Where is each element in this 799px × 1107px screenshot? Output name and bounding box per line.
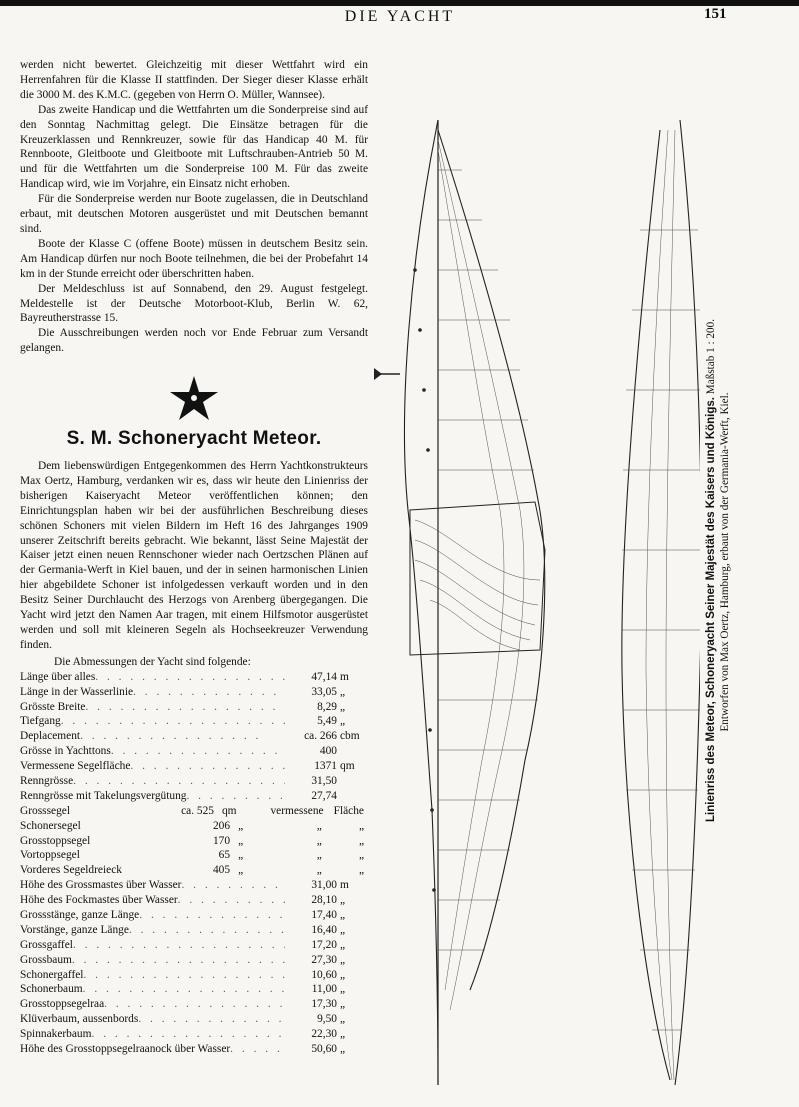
list-item: Länge über alles . . . 47,14 m <box>20 670 368 685</box>
portholes <box>413 268 436 892</box>
hull-outline-right <box>438 130 545 990</box>
caption-credit: Entworfen von Max Oertz, Hamburg, erbaut von der Germania-Werft, Kiel. <box>719 392 731 732</box>
caption-scale: Maßstab 1 : 200. <box>705 319 717 395</box>
paragraph: Die Ausschreibungen werden noch vor Ende Februar zum Versandt gelangen. <box>20 327 368 355</box>
station-lines <box>438 170 700 1030</box>
paragraph: Boote der Klasse C (offene Boote) müssen in deutschem Besitz sein. Am Handicap dürfen nur noch Boote teilnehmen, die bei der Probefahrt 14 km in der Stunde erreicht oder überschritten haben. <box>20 237 368 280</box>
running-header: DIE YACHT <box>344 8 456 25</box>
list-item: Tiefgang . . . 5,49 „ <box>20 714 368 729</box>
list-item: Grossbaum . . . 27,30 „ <box>20 953 368 968</box>
list-item: Vermessene Segelfläche . . . 1371 qm <box>20 759 368 774</box>
list-item: Spinnakerbaum . . . 22,30 „ <box>20 1027 368 1042</box>
list-item: Vortoppsegel 65 „ „ „ <box>20 849 364 862</box>
list-item: Grossgaffel . . . 17,20 „ <box>20 938 368 953</box>
page-number: 151 <box>704 6 727 22</box>
dimensions-list-b <box>20 878 368 1057</box>
text-column <box>20 58 368 1057</box>
list-item: Renngrösse . . . 31,50 <box>20 774 368 789</box>
list-item: Vorderes Segeldreieck 405 „ „ „ <box>20 864 364 877</box>
paragraph: Der Meldeschluss ist auf Sonnabend, den 29. August festgelegt. Meldestelle ist der Deutsche Motorboot-Klub, Berlin W. 62, Bayreutherstrasse 15. <box>20 282 368 325</box>
paragraph: Für die Sonderpreise werden nur Boote zugelassen, die in Deutschland erbaut, mit deutschen Motoren ausgerüstet und mit Deutschen bemannt sind. <box>20 193 368 235</box>
list-item: Grösse in Yachttons . . . 400 <box>20 744 368 759</box>
list-item: Schonergaffel . . . 10,60 „ <box>20 968 368 983</box>
half-breadth-left <box>622 130 670 1080</box>
list-item: Höhe des Fockmastes über Wasser . . . 28,10 „ <box>20 893 368 908</box>
dimensions-list-a <box>20 670 368 804</box>
list-item: Grösste Breite . . . 8,29 „ <box>20 700 368 715</box>
paragraph: werden nicht bewertet. Gleichzeitig mit dieser Wettfahrt wird ein Herrenfahren für die Klasse II stattfinden. Der Sieger dieser Klasse erhält die 3000 M. des K.M.C. (gegeben von Herrn O. Müller, Wannsee). <box>20 59 368 101</box>
list-item: Grossstänge, ganze Länge . . . 17,40 „ <box>20 908 368 923</box>
list-item: Grosstoppsegel 170 „ „ „ <box>20 834 364 847</box>
list-item: Grosstoppsegelraa . . . 17,30 „ <box>20 997 368 1012</box>
list-item: Renngrösse mit Takelungsvergütung . . . 27,74 <box>20 789 368 804</box>
hull-lines-drawing <box>370 110 700 1095</box>
list-item: Höhe des Grossmastes über Wasser . . . 31,00 m <box>20 878 368 893</box>
star-ornament-icon <box>168 374 220 422</box>
caption-title: Linienriss des Meteor, Schoneryacht Seiner Majestät des Kaisers und Königs. <box>705 397 717 822</box>
list-item: Klüverbaum, aussenbords . . . 9,50 „ <box>20 1012 368 1027</box>
article-paragraph: Dem liebenswürdigen Entgegenkommen des Herrn Yachtkonstrukteurs Max Oertz, Hamburg, verdanken wir es, dass wir heute den Linienriss der bisherigen Kaiseryacht Meteor veröffentlichen können; den Einrichtungsplan haben wir bei der ausführlichen Beschreibung dieses schönen Schoners mit vielen Bildern im Heft 16 des Jahrganges 1909 unserer Zeitschrift bereits gebracht. Wie bekannt, lässt Seine Majestät der Kaiser jetzt einen neuen Rennschoner wieder nach Oertzschen Plänen auf der Germania-Werft in Kiel bauen, und der in seinen harmonischen Linien hier abgebildete Schoner ist infolgedessen verkauft worden und in den Besitz Seiner Durchlaucht des Herzogs von Arenberg übergegangen. Die Yacht wird jetzt den Namen Aar tragen, mit einem Hilfsmotor ausgerüstet werden und soll mit kleineren Segeln als Hochseekreuzer Verwendung finden. <box>20 460 368 651</box>
figure-caption <box>704 302 780 822</box>
waterlines <box>438 130 675 1080</box>
arrow-icon <box>374 368 382 380</box>
paragraph: Das zweite Handicap und die Wettfahrten um die Sonderpreise sind auf den Sonntag Nachmittag gelegt. Die Einsätze betragen für die Kreuzerklassen und Rennkreuzer, sowie für das Handicap 40 M. für Rennboote, Gleitboote und Gleitboote mit Luftschrauben-Antrieb 50 M. und für die Wettfahrten um die Sonderpreise 100 M. Für das zweite Handicap wird, wie im Vorjahre, ein Einsatz nicht erhoben. <box>20 103 368 191</box>
list-item: Höhe des Grosstoppsegelraanock über Wasser . . . 50,60 „ <box>20 1042 368 1057</box>
list-item: Deplacement . . . ca. 266 cbm <box>20 729 368 744</box>
list-item: Grosssegel ca. 525 qm vermessene Fläche <box>20 804 364 817</box>
list-item: Vorstänge, ganze Länge . . . 16,40 „ <box>20 923 368 938</box>
article-title: S. M. Schoneryacht Meteor. <box>66 428 322 450</box>
sail-area-list <box>20 804 368 878</box>
list-item: Schonerbaum . . . 11,00 „ <box>20 982 368 997</box>
dimensions-intro: Die Abmessungen der Yacht sind folgende: <box>54 655 251 668</box>
list-item: Länge in der Wasserlinie . . . 33,05 „ <box>20 685 368 700</box>
header-rule <box>0 0 799 6</box>
half-breadth-right <box>675 120 700 1085</box>
list-item: Schonersegel 206 „ „ „ <box>20 819 364 832</box>
